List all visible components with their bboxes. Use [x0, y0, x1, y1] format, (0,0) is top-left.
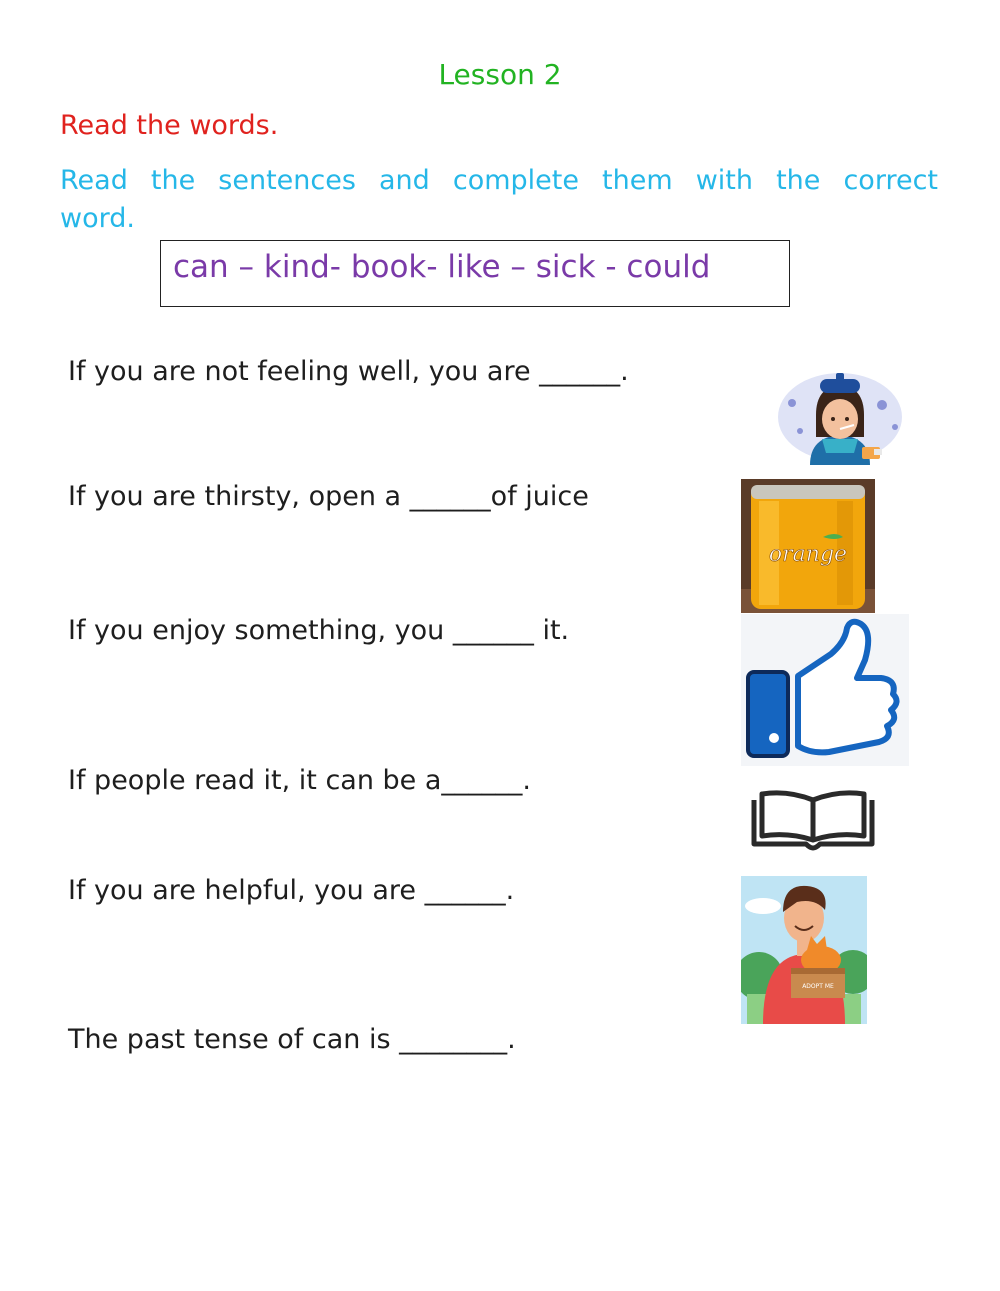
thumbs-up-icon [741, 614, 909, 766]
man-holding-cat-illustration [741, 876, 867, 1024]
sentence-3: If you enjoy something, you ______ it. [68, 615, 570, 646]
word-bank-text: can – kind- book- like – sick - could [173, 249, 711, 285]
open-book-icon [748, 788, 878, 852]
svg-text:ADOPT ME: ADOPT ME [802, 983, 834, 990]
orange-juice-can-photo [741, 479, 875, 613]
can-label-text: orange [768, 542, 848, 567]
sick-girl-illustration [770, 365, 910, 465]
lesson-title: Lesson 2 [438, 58, 562, 91]
word-bank-box [160, 240, 790, 307]
instruction-complete-sentences: Read the sentences and complete them with the correct word. [60, 165, 938, 234]
sentence-6: The past tense of can is ________. [68, 1024, 516, 1055]
instruction-read-words: Read the words. [60, 110, 279, 141]
sentence-4: If people read it, it can be a______. [68, 765, 532, 796]
sentence-5: If you are helpful, you are ______. [68, 875, 515, 906]
sentence-2: If you are thirsty, open a ______of juice [68, 481, 589, 512]
sentence-1: If you are not feeling well, you are ______. [68, 356, 629, 387]
